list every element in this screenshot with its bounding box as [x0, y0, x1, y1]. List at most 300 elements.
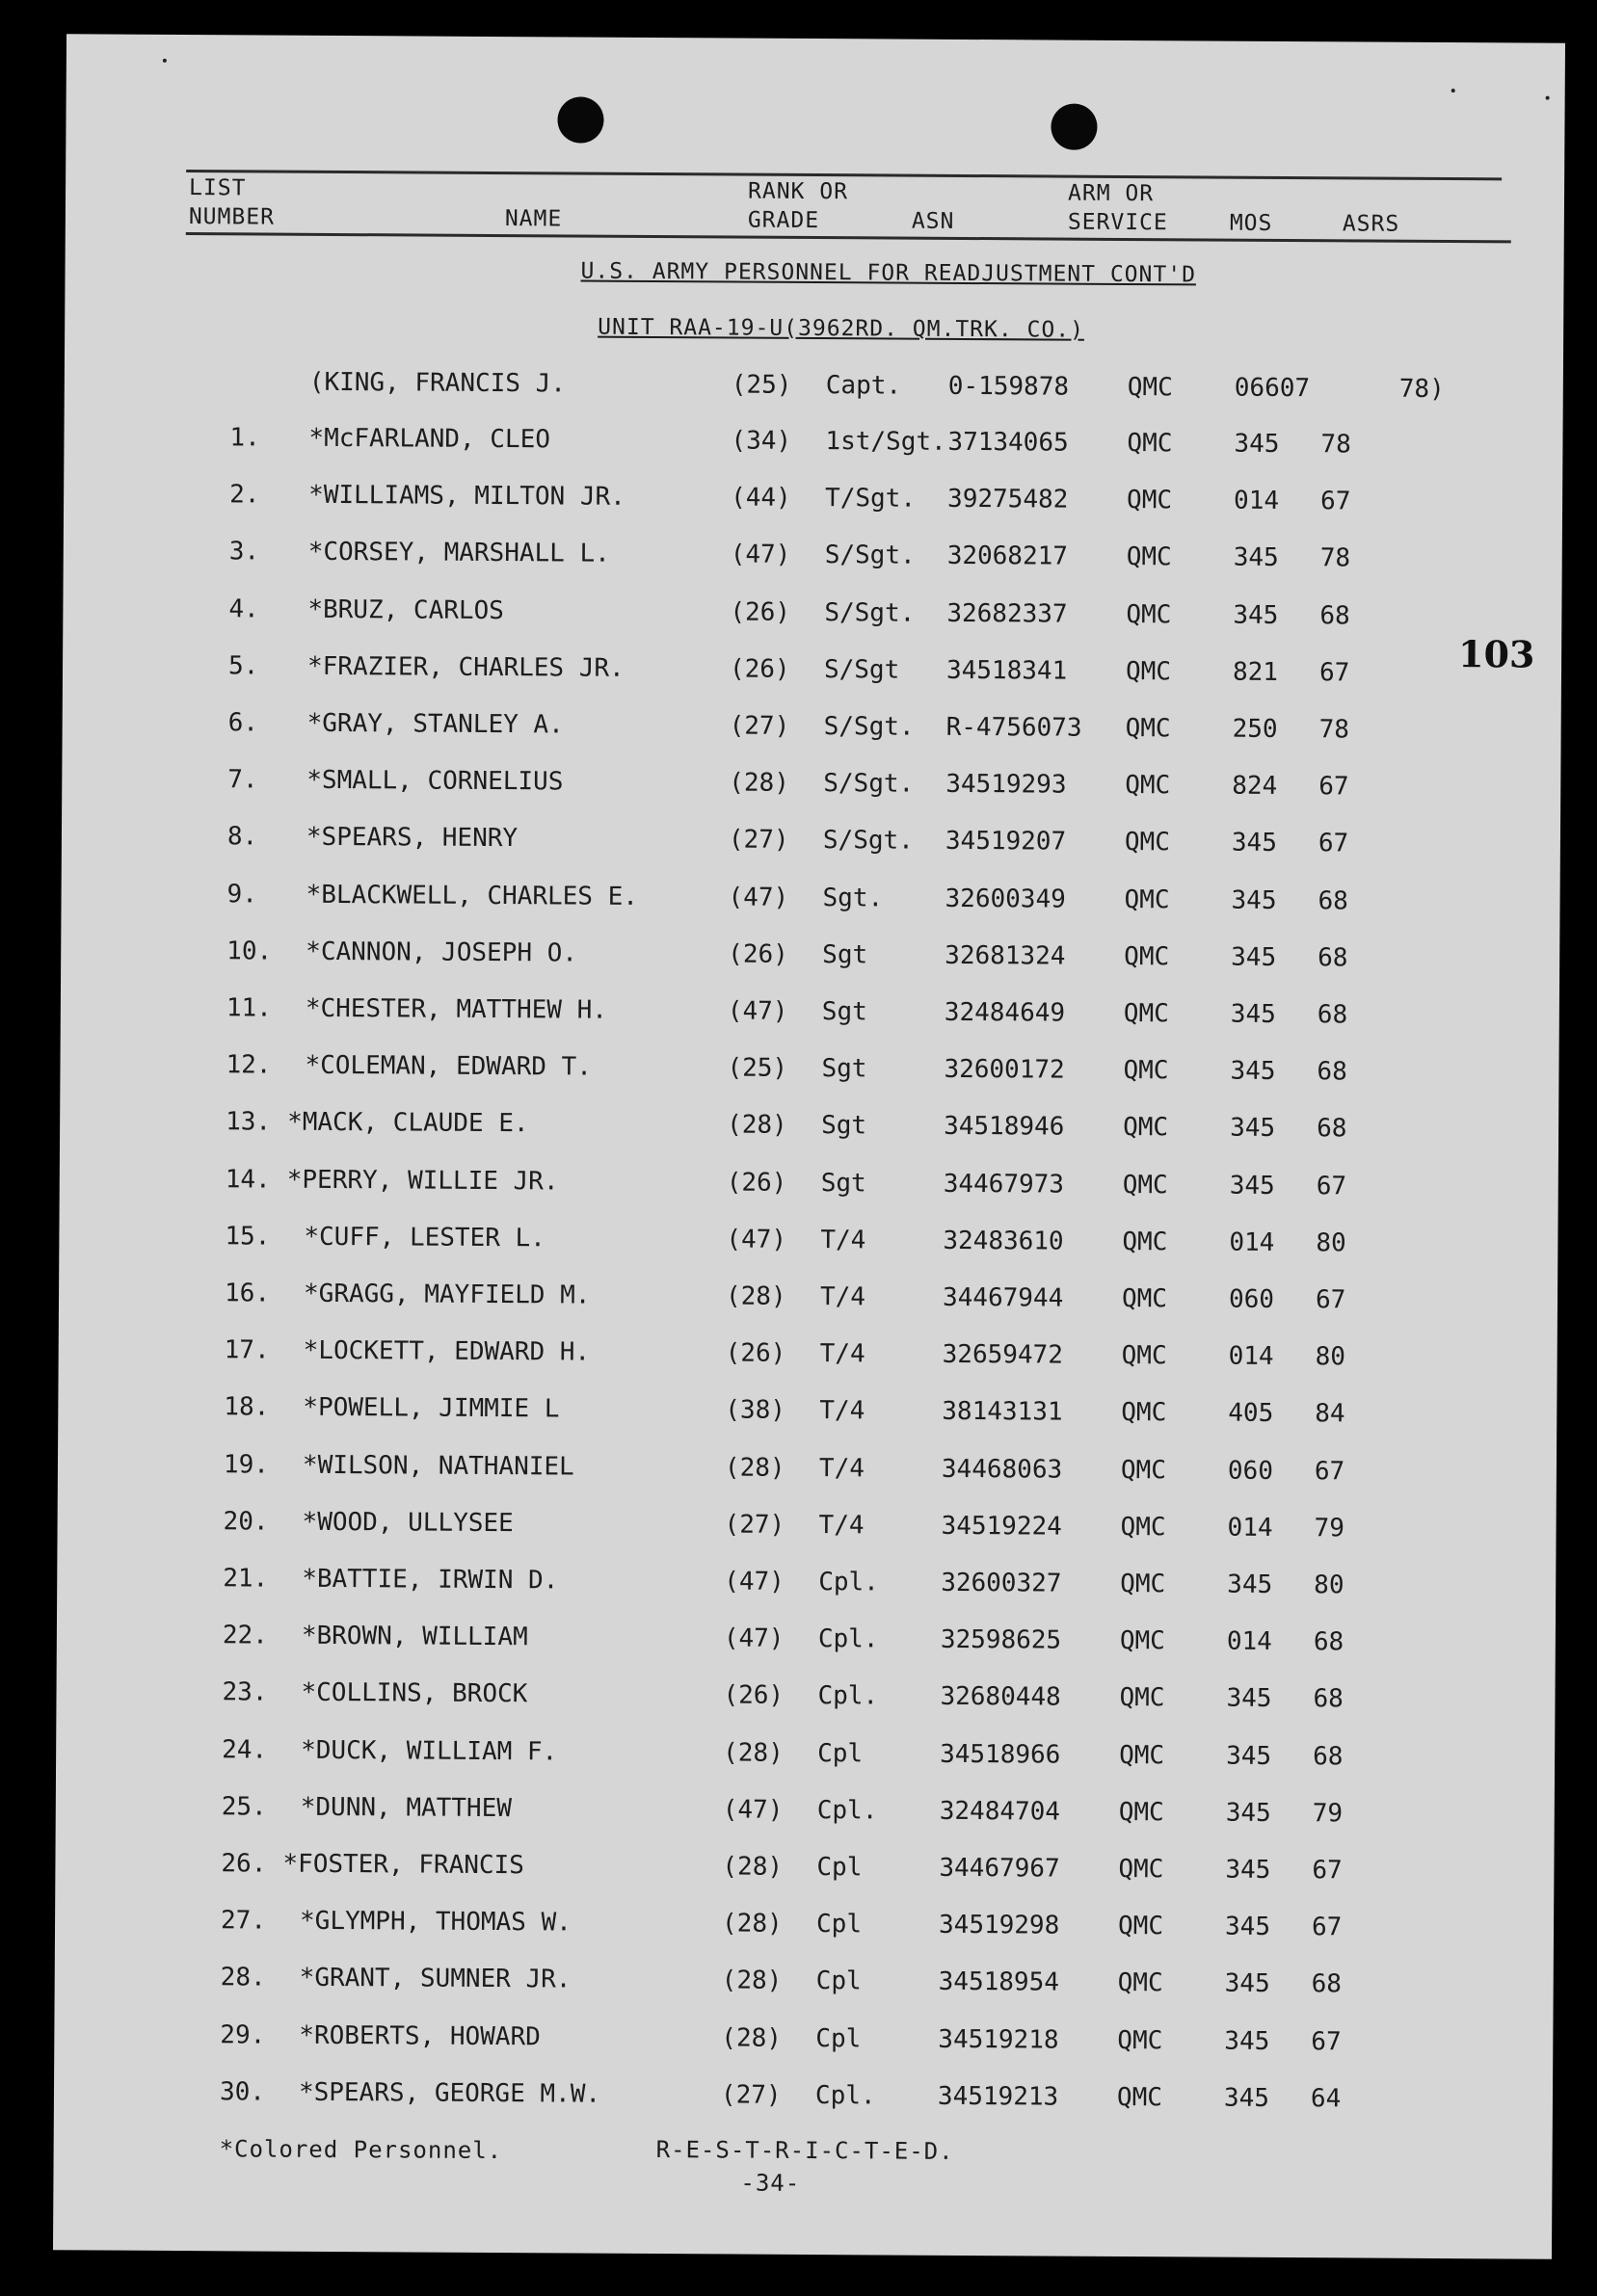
row-asn: 34467967	[939, 1853, 1060, 1884]
row-num: 3.	[228, 537, 260, 567]
row-asn: 34468063	[941, 1454, 1063, 1485]
row-rank: T/4	[819, 1396, 865, 1426]
personnel-row	[55, 1905, 1554, 1952]
row-name: *CHESTER, MATTHEW H.	[305, 993, 608, 1025]
row-name: *BROWN, WILLIAM	[301, 1621, 528, 1652]
row-num: 10.	[226, 937, 273, 966]
row-arm: QMC	[1126, 542, 1172, 572]
officer-rank: Capt.	[825, 371, 902, 401]
row-arm: QMC	[1119, 1683, 1165, 1713]
row-mos: 405	[1228, 1399, 1274, 1429]
row-age: (34)	[731, 426, 792, 456]
officer-asrs: 78)	[1398, 374, 1445, 405]
row-arm: QMC	[1127, 429, 1173, 459]
row-rank: S/Sgt	[823, 654, 900, 685]
row-name: *SMALL, CORNELIUS	[306, 765, 564, 797]
row-arm: QMC	[1118, 1854, 1164, 1885]
row-age: (28)	[721, 1966, 783, 1996]
row-name: *GRANT, SUMNER JR.	[299, 1964, 572, 1994]
row-name: *WOOD, ULLYSEE	[302, 1507, 514, 1538]
header-arm-line2: SERVICE	[1067, 209, 1168, 236]
row-age: (27)	[728, 825, 789, 856]
row-mos: 014	[1227, 1513, 1273, 1543]
row-rank: Cpl.	[814, 2080, 876, 2111]
page-stamp-number: 103	[1457, 632, 1535, 676]
header-asn: ASN	[911, 208, 955, 234]
header-name: NAME	[504, 206, 563, 232]
row-mos: 060	[1227, 1456, 1274, 1486]
row-asrs: 78	[1319, 543, 1351, 573]
row-mos: 014	[1229, 1227, 1275, 1257]
row-num: 29.	[220, 2019, 266, 2050]
personnel-row	[57, 1506, 1556, 1553]
row-arm: QMC	[1124, 941, 1170, 972]
row-asrs: 68	[1313, 1627, 1344, 1657]
row-age: (28)	[723, 1738, 784, 1768]
row-asn: 34519213	[937, 2081, 1059, 2112]
row-num: 4.	[228, 594, 259, 624]
row-asrs: 67	[1315, 1285, 1346, 1315]
row-age: (47)	[724, 1567, 785, 1597]
punch-hole-left	[557, 96, 603, 143]
row-age: (26)	[728, 939, 788, 969]
personnel-row	[54, 2019, 1553, 2067]
row-name: *LOCKETT, EDWARD H.	[303, 1335, 591, 1367]
row-name: *GRAY, STANLEY A.	[306, 708, 564, 740]
header-rank-line1: RANK OR	[747, 178, 849, 205]
speck	[163, 59, 167, 63]
row-mos: 014	[1228, 1341, 1274, 1372]
row-age: (25)	[727, 1053, 788, 1084]
row-asrs: 67	[1318, 829, 1349, 858]
row-name: *CORSEY, MARSHALL L.	[307, 538, 610, 569]
personnel-row	[56, 1677, 1555, 1725]
row-num: 11.	[226, 993, 272, 1023]
row-asrs: 67	[1318, 772, 1349, 802]
row-name: *McFARLAND, CLEO	[308, 423, 551, 455]
row-rank: Sgt	[821, 997, 867, 1027]
row-rank: Cpl	[815, 2023, 862, 2053]
row-age: (28)	[725, 1281, 786, 1311]
row-rank: T/4	[820, 1225, 866, 1255]
row-asrs: 80	[1315, 1342, 1346, 1372]
row-rank: 1st/Sgt.	[825, 427, 946, 457]
row-name: *BATTIE, IRWIN D.	[302, 1564, 559, 1596]
row-name: *ROBERTS, HOWARD	[299, 2020, 541, 2051]
document-page	[53, 34, 1565, 2258]
row-age: (47)	[728, 883, 789, 912]
row-age: (47)	[727, 996, 788, 1026]
row-asn: 32680448	[940, 1682, 1061, 1712]
row-asn: 32681324	[945, 940, 1066, 971]
row-name: *WILSON, NATHANIEL	[302, 1450, 574, 1482]
row-rank: S/Sgt.	[823, 712, 915, 742]
row-age: (27)	[720, 2080, 782, 2110]
row-arm: QMC	[1123, 998, 1169, 1029]
row-asn: 34519298	[938, 1911, 1060, 1940]
row-num: 2.	[229, 480, 260, 510]
row-mos: 824	[1232, 771, 1278, 802]
row-asrs: 68	[1317, 1057, 1347, 1087]
row-num: 20.	[223, 1507, 269, 1537]
row-name: *DUNN, MATTHEW	[300, 1792, 513, 1823]
personnel-row	[62, 822, 1560, 869]
header-asrs: ASRS	[1342, 211, 1400, 237]
row-arm: QMC	[1127, 486, 1173, 515]
personnel-row	[61, 879, 1559, 926]
row-asrs: 78	[1320, 430, 1351, 460]
row-arm: QMC	[1116, 2082, 1163, 2113]
row-asrs: 68	[1319, 600, 1350, 631]
row-age: (28)	[724, 1453, 785, 1483]
personnel-row	[56, 1791, 1555, 1838]
row-arm: QMC	[1123, 1056, 1169, 1086]
row-name: *POWELL, JIMMIE L	[303, 1393, 560, 1424]
row-mos: 345	[1231, 885, 1277, 915]
row-asn: 34519293	[945, 770, 1067, 800]
personnel-row	[63, 594, 1561, 641]
personnel-row	[63, 650, 1561, 698]
row-asrs: 68	[1311, 1969, 1343, 1999]
row-asn: 34518946	[944, 1112, 1065, 1143]
row-asn: 34518954	[938, 1967, 1060, 1997]
row-num: 16.	[224, 1279, 271, 1308]
row-rank: T/4	[819, 1282, 866, 1312]
row-arm: QMC	[1119, 1740, 1165, 1770]
row-age: (47)	[730, 540, 791, 570]
row-name: *GRAGG, MAYFIELD M.	[303, 1279, 591, 1310]
row-asn: 39275482	[947, 485, 1069, 515]
row-asrs: 67	[1314, 1456, 1345, 1486]
row-mos: 345	[1231, 829, 1277, 858]
row-asn: 32484649	[944, 997, 1066, 1028]
row-asrs: 68	[1313, 1741, 1344, 1771]
row-num: 24.	[222, 1734, 268, 1765]
row-rank: Sgt	[821, 1111, 867, 1141]
row-age: (26)	[723, 1680, 785, 1711]
row-mos: 345	[1223, 2083, 1270, 2113]
row-asrs: 68	[1317, 1000, 1348, 1030]
row-asrs: 67	[1318, 658, 1350, 688]
row-asn: R-4756073	[945, 712, 1082, 743]
row-age: (27)	[729, 711, 790, 741]
row-arm: QMC	[1125, 656, 1172, 687]
row-mos: 345	[1230, 1056, 1276, 1087]
row-mos: 345	[1230, 999, 1276, 1029]
row-rank: Cpl	[815, 1966, 862, 1996]
row-rank: Cpl.	[817, 1681, 879, 1711]
officer-age: (25)	[731, 370, 792, 400]
row-mos: 345	[1226, 1741, 1272, 1771]
personnel-row	[63, 707, 1561, 754]
personnel-row	[61, 936, 1559, 983]
row-age: (28)	[729, 768, 790, 799]
row-num: 5.	[227, 651, 259, 681]
header-mos: MOS	[1229, 210, 1273, 236]
row-mos: 345	[1229, 1171, 1275, 1201]
row-name: *CANNON, JOSEPH O.	[306, 937, 578, 968]
row-asn: 32484704	[939, 1796, 1061, 1827]
row-rank: S/Sgt.	[824, 541, 916, 571]
row-asn: 34519224	[941, 1511, 1062, 1542]
row-arm: QMC	[1124, 828, 1170, 858]
row-mos: 345	[1234, 429, 1280, 459]
row-age: (27)	[724, 1510, 785, 1540]
row-rank: T/4	[818, 1453, 865, 1483]
row-rank: Cpl	[816, 1853, 863, 1883]
row-mos: 345	[1224, 2026, 1270, 2056]
row-age: (28)	[727, 1110, 787, 1141]
row-num: 12.	[226, 1050, 272, 1080]
speck	[1451, 89, 1455, 92]
row-arm: QMC	[1117, 2025, 1163, 2055]
row-num: 19.	[223, 1449, 270, 1480]
row-mos: 345	[1224, 1912, 1271, 1942]
personnel-row	[64, 422, 1562, 469]
row-num: 28.	[220, 1963, 266, 1993]
row-asn: 34518966	[940, 1739, 1061, 1770]
personnel-row	[56, 1734, 1555, 1781]
row-asn: 37134065	[947, 427, 1069, 458]
row-asn: 34467973	[943, 1169, 1065, 1200]
officer-mos: 06607	[1234, 373, 1311, 404]
row-arm: QMC	[1119, 1626, 1165, 1656]
row-mos: 014	[1226, 1626, 1272, 1657]
personnel-row	[58, 1392, 1557, 1439]
header-rank-line2: GRADE	[747, 207, 820, 234]
row-asrs: 68	[1318, 943, 1348, 973]
restricted-marking: R-E-S-T-R-I-C-T-E-D.	[655, 2136, 954, 2165]
row-age: (38)	[725, 1395, 786, 1426]
row-name: *SPEARS, HENRY	[306, 823, 519, 854]
row-num: 25.	[221, 1792, 267, 1822]
row-mos: 345	[1230, 1114, 1276, 1144]
personnel-row	[64, 479, 1562, 526]
row-age: (47)	[722, 1795, 784, 1825]
personnel-row	[55, 1963, 1554, 2010]
row-name: *SPEARS, GEORGE M.W.	[298, 2077, 601, 2109]
row-name: *FRAZIER, CHARLES JR.	[306, 651, 625, 683]
row-num: 23.	[222, 1677, 268, 1707]
row-name: *GLYMPH, THOMAS W.	[299, 1906, 572, 1938]
personnel-row	[60, 1107, 1558, 1154]
row-asrs: 67	[1316, 1171, 1347, 1201]
row-num: 7.	[227, 765, 258, 795]
row-rank: T/4	[819, 1339, 865, 1369]
row-age: (26)	[729, 654, 790, 684]
row-arm: QMC	[1124, 884, 1170, 914]
footnote-colored-personnel: *Colored Personnel.	[219, 2135, 503, 2165]
personnel-row	[54, 2076, 1553, 2124]
row-rank: T/4	[818, 1510, 865, 1541]
row-arm: QMC	[1121, 1283, 1168, 1314]
personnel-row	[57, 1620, 1556, 1667]
row-asrs: 64	[1310, 2083, 1342, 2114]
row-asn: 34519218	[938, 2024, 1059, 2055]
header-arm-line1: ARM OR	[1067, 180, 1155, 207]
row-asn: 32483610	[943, 1226, 1064, 1256]
row-rank: Cpl.	[817, 1624, 879, 1654]
officer-row	[65, 366, 1563, 413]
row-rank: S/Sgt.	[822, 826, 914, 857]
row-num: 26.	[221, 1849, 267, 1879]
row-asrs: 67	[1311, 1913, 1343, 1942]
row-num: 18.	[224, 1392, 270, 1422]
row-arm: QMC	[1120, 1512, 1166, 1543]
row-mos: 345	[1233, 543, 1279, 573]
row-asrs: 78	[1318, 715, 1350, 745]
row-num: 21.	[223, 1564, 269, 1594]
row-arm: QMC	[1125, 713, 1171, 744]
officer-asn: 0-159878	[947, 371, 1070, 402]
row-arm: QMC	[1118, 1797, 1164, 1828]
row-name: *WILLIAMS, MILTON JR.	[308, 481, 625, 513]
row-arm: QMC	[1117, 1968, 1163, 1998]
row-age: (47)	[726, 1225, 787, 1254]
unit-title: UNIT RAA-19-U(3962RD. QM.TRK. CO.)	[598, 314, 1085, 343]
row-asn: 34467944	[942, 1282, 1064, 1313]
row-rank: Cpl	[817, 1738, 864, 1768]
header-bottom-rule	[186, 232, 1511, 243]
row-age: (28)	[721, 1909, 783, 1940]
row-num: 9.	[226, 879, 257, 910]
row-num: 30.	[219, 2077, 266, 2107]
row-asn: 32600327	[941, 1568, 1062, 1598]
punch-hole-right	[1051, 104, 1097, 150]
row-rank: S/Sgt.	[824, 597, 916, 628]
row-num: 15.	[225, 1222, 271, 1252]
row-name: *COLEMAN, EDWARD T.	[305, 1050, 593, 1082]
row-arm: QMC	[1121, 1341, 1167, 1371]
personnel-row	[61, 992, 1559, 1040]
row-num: 6.	[227, 708, 259, 738]
row-asn: 32598625	[940, 1625, 1062, 1655]
row-mos: 345	[1227, 1570, 1273, 1599]
officer-arm: QMC	[1127, 373, 1173, 403]
row-name: *PERRY, WILLIE JR.	[286, 1165, 559, 1197]
row-name: *DUCK, WILLIAM F.	[301, 1735, 558, 1767]
personnel-row	[59, 1221, 1557, 1268]
row-asrs: 79	[1312, 1799, 1344, 1829]
row-num: 8.	[226, 822, 258, 852]
row-asn: 38143131	[942, 1397, 1063, 1428]
row-asrs: 79	[1314, 1514, 1344, 1544]
row-mos: 345	[1233, 600, 1279, 630]
personnel-row	[57, 1563, 1556, 1610]
row-name: *BLACKWELL, CHARLES E.	[306, 880, 639, 911]
row-mos: 345	[1231, 942, 1277, 972]
row-asrs: 68	[1318, 885, 1348, 916]
row-arm: QMC	[1122, 1227, 1168, 1257]
row-mos: 060	[1228, 1284, 1275, 1314]
page-number: -34-	[740, 2169, 801, 2197]
row-asrs: 68	[1317, 1114, 1347, 1144]
row-asrs: 67	[1320, 487, 1351, 516]
row-num: 27.	[220, 1906, 267, 1936]
speck	[1546, 96, 1550, 100]
row-mos: 345	[1225, 1798, 1271, 1828]
row-asn: 32600349	[945, 884, 1066, 914]
row-arm: QMC	[1120, 1455, 1167, 1485]
row-arm: QMC	[1123, 1113, 1169, 1143]
row-age: (26)	[725, 1338, 786, 1369]
row-mos: 014	[1234, 486, 1280, 516]
header-list-number-line1: LIST	[188, 175, 247, 201]
row-asn: 32600172	[944, 1055, 1065, 1085]
row-num: 1.	[229, 423, 260, 453]
personnel-row	[60, 1164, 1558, 1211]
row-rank: Sgt.	[822, 883, 884, 913]
row-rank: S/Sgt.	[823, 769, 915, 799]
row-arm: QMC	[1121, 1398, 1167, 1428]
row-arm: QMC	[1120, 1569, 1166, 1599]
row-age: (44)	[731, 483, 791, 514]
row-name: *COLLINS, BROCK	[301, 1678, 528, 1709]
row-name: *BRUZ, CARLOS	[307, 594, 504, 625]
row-asn: 32682337	[946, 598, 1068, 629]
row-asn: 32659472	[942, 1340, 1064, 1370]
row-mos: 345	[1225, 1855, 1271, 1885]
row-age: (28)	[721, 2023, 783, 2053]
row-arm: QMC	[1126, 599, 1172, 629]
personnel-row	[64, 537, 1562, 584]
row-mos: 345	[1226, 1684, 1272, 1714]
row-rank: T/Sgt.	[825, 484, 917, 514]
personnel-row	[55, 1848, 1554, 1895]
row-mos: 250	[1232, 714, 1278, 744]
row-rank: Cpl.	[818, 1568, 879, 1597]
row-age: (47)	[723, 1623, 785, 1654]
row-arm: QMC	[1125, 771, 1171, 801]
row-asrs: 67	[1312, 1856, 1343, 1886]
row-asrs: 68	[1313, 1684, 1344, 1714]
personnel-row	[59, 1278, 1557, 1325]
personnel-row	[58, 1449, 1557, 1496]
row-age: (28)	[722, 1852, 784, 1882]
row-asrs: 80	[1314, 1570, 1344, 1600]
row-name: *MACK, CLAUDE E.	[287, 1108, 529, 1139]
row-asn: 34519207	[945, 827, 1067, 858]
row-num: 17.	[224, 1335, 270, 1365]
row-mos: 821	[1232, 657, 1279, 687]
row-rank: Sgt	[822, 939, 868, 970]
row-rank: Cpl	[815, 1910, 863, 1940]
row-asn: 34518341	[945, 655, 1068, 686]
row-rank: Sgt	[821, 1054, 867, 1084]
row-asrs: 80	[1316, 1228, 1346, 1258]
row-num: 22.	[222, 1621, 268, 1650]
row-name: *FOSTER, FRANCIS	[282, 1849, 524, 1881]
row-asrs: 67	[1311, 2026, 1342, 2056]
row-rank: Cpl.	[816, 1795, 878, 1826]
row-num: 14.	[225, 1164, 271, 1195]
row-age: (26)	[726, 1168, 787, 1198]
row-asrs: 84	[1315, 1399, 1345, 1429]
personnel-row	[59, 1334, 1557, 1382]
row-arm: QMC	[1122, 1170, 1168, 1200]
row-name: *CUFF, LESTER L.	[304, 1222, 546, 1254]
officer-name: (KING, FRANCIS J.	[308, 367, 567, 399]
row-num: 13.	[226, 1107, 272, 1137]
row-asn: 32068217	[946, 541, 1069, 572]
personnel-row	[60, 1049, 1558, 1096]
row-age: (26)	[730, 597, 791, 627]
row-rank: Sgt	[820, 1168, 866, 1198]
document-title: U.S. ARMY PERSONNEL FOR READJUSTMENT CONT'D	[580, 258, 1197, 288]
row-mos: 345	[1224, 1969, 1270, 1999]
header-list-number-line2: NUMBER	[188, 204, 276, 230]
personnel-row	[62, 764, 1560, 811]
